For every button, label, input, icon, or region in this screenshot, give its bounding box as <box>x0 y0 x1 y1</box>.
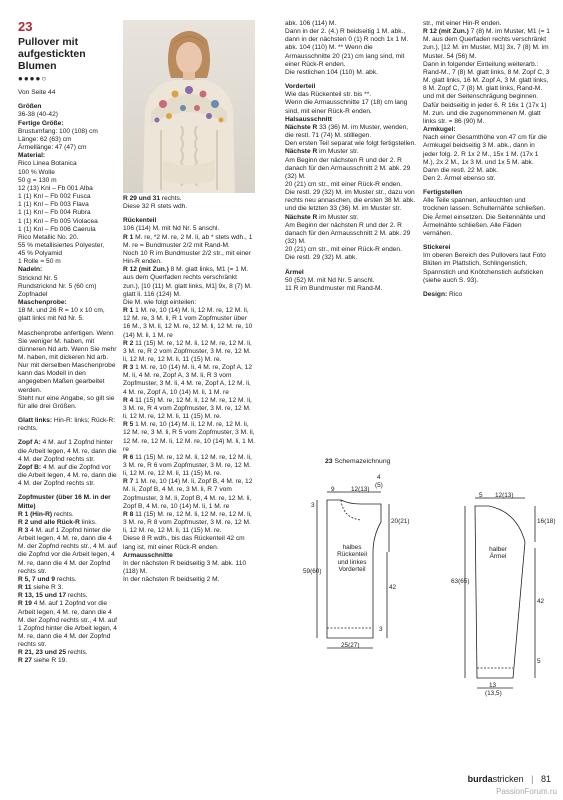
col1-paragraph: 18 M. und 26 R = 10 x 10 cm, glatt links mit Nd Nr. 5. <box>18 307 105 323</box>
col4-paragraph: Dann die restl. 22 M. abk. <box>423 166 499 174</box>
col4-paragraph: Den 2. Ärmel ebenso str. <box>423 174 496 182</box>
schema-title: 23 Schemazeichnung <box>325 458 391 465</box>
col3-paragraph: Halsausschnitt <box>285 115 332 123</box>
col2-paragraph: R 7 1 M. re, 10 (14) M. li, Zopf B, 4 M. re, 12 M. li, Zopf B, 4 M. re, 3 M. li, R 7 vom Zopfmuster, 3 M. li, Zopf B, 4 M. re, 12 M. li, Zopf B, 4 M. re, 10 (14) M. li, 1 M. re <box>123 478 253 510</box>
col3-paragraph: Vorderteil <box>285 83 316 91</box>
column-4 <box>423 20 551 299</box>
col1-paragraph: Nadeln: <box>18 266 43 274</box>
pattern-title: Pullover mit aufgestickten Blumen <box>18 36 86 72</box>
col3-paragraph: Dann in der 2. (4.) R beidseitig 1 M. abk., dann in der nächsten 0 (1) R noch 1x 1 M. abk. 104 (110) M. ** Wenn die Armausschnitte 20 (21) cm lang sind, mit einer Rück-R enden. <box>285 28 409 68</box>
col1-paragraph: 1 (1) Knl – Fb 002 Fusca <box>18 193 91 201</box>
col3-paragraph: Nächste R im Muster str. <box>285 148 359 156</box>
col4-paragraph: Alle Teile spannen, anfeuchten und trocknen lassen. Schulternähte schließen. Die Ärmel einsetzen. Die Seitennähte und Ärmelnähte schließen. Alle Fäden vernähen. <box>423 197 546 237</box>
col1-paragraph: Maschenprobe anfertigen. Wenn Sie weniger M. haben, mit dünneren Nd arb. Wenn Sie mehr M. haben, mit dickeren Nd arb. <box>18 329 117 361</box>
col1-paragraph: 1 (1) Knl – Fb 005 Violacea <box>18 217 98 225</box>
schema-labels: 9 12(13) 4 (5) 3 20(21) 59(60) 42 25(27) 3 halbes Rückenteil und linkes Vorderteil 5 12(13) 16(18) 63(65) 42 5 13 (13,5) halber Ärmel <box>303 474 556 697</box>
col1-paragraph: R 5, 7 und 9 rechts. <box>18 575 77 583</box>
brand-suffix: stricken <box>492 774 524 784</box>
col1-paragraph: R 1 (Hin-R) rechts. <box>18 510 74 518</box>
see-page-ref: Von Seite 44 <box>18 89 56 97</box>
col1-body <box>18 103 118 665</box>
col1-paragraph: 50 g = 130 m <box>18 176 57 184</box>
col3-paragraph: 11 R im Bundmuster mit Rand-M. <box>285 284 383 292</box>
col1-paragraph: R 11 siehe R 3. <box>18 584 64 592</box>
col1-paragraph: Maschenprobe: <box>18 299 67 307</box>
col4-body <box>423 20 551 299</box>
column-2 <box>123 195 255 584</box>
col1-paragraph: Nur mit derselben Maschenprobe kann das Modell in den angegeben Maßen gearbeitet werden. <box>18 362 116 394</box>
col1-paragraph: Zopfnadel <box>18 290 48 298</box>
col2-paragraph: Die M. wie folgt einteilen: <box>123 298 197 306</box>
col1-paragraph: Brustumfang: 100 (108) cm <box>18 127 98 135</box>
col1-paragraph: 55 % metallisiertes Polyester, <box>18 241 105 249</box>
col1-paragraph: Steht nur eine Angabe, so gilt sie für alle drei Größen. <box>18 394 115 410</box>
col3-paragraph: Ärmel <box>285 268 304 276</box>
col2-paragraph: R 8 11 (15) M. re, 12 M. li, 12 M. re, 12 M. li, 3 M. re, R 8 vom Zopfmuster, 3 M. re, 12 M. li, 12 M. re, 12 M. li, 11 (15) M. re. <box>123 510 252 535</box>
pattern-number: 23 <box>18 19 33 34</box>
col3-paragraph: Am Beginn der nächsten R und der 2. R danach für den Armausschnitt 2 M. abk. 29 (32) M. <box>285 156 411 180</box>
col3-paragraph: 20 (21) cm str., mit einer Rück-R enden. <box>285 180 402 188</box>
brand-name: burda <box>467 774 493 784</box>
col3-paragraph: Den ersten Teil separat wie folgt fertigstellen. <box>285 140 417 148</box>
col1-paragraph: R 2 und alle Rück-R links. <box>18 518 97 526</box>
col2-paragraph: R 2 11 (15) M. re, 12 M. li, 12 M. re, 12 M. li, 3 M. re, R 2 vom Zopfmuster, 3 M. re, 12 M. li, 12 M. re, 12 M. li, 11 (15) M. re. <box>123 339 252 363</box>
col1-paragraph: 1 (1) Knl – Fb 006 Caerula <box>18 225 96 233</box>
col3-paragraph: Wenn die Armausschnitte 17 (18) cm lang sind, mit einer Rück-R enden. <box>285 99 408 115</box>
page-number: 81 <box>540 774 551 784</box>
col2-paragraph: R 29 und 31 rechts. <box>123 195 182 202</box>
col1-paragraph: 36-38 (40-42) <box>18 111 58 119</box>
col1-paragraph: 100 % Wolle <box>18 168 55 176</box>
col1-paragraph: Zopf B: 4 M. auf die Zopfnd vor die Arbeit legen, 4 M. re, dann die 4 M. der Zopfnd rechts str. <box>18 463 117 488</box>
col3-paragraph: abk. 106 (114) M. <box>285 20 337 27</box>
col4-paragraph: R 12 (mit Zun.) 7 (8) M. im Muster, M1 (= 1 M. aus dem Querfaden rechts verschränkt zun.), [12 M. im Muster, M1] 3x, 7 (8) M. im Muster. 54 (56) M. <box>423 28 550 60</box>
schematic-drawing <box>285 458 556 758</box>
col2-paragraph: R 1 1 M. re, 10 (14) M. li, 12 M. re, 12 M. li, 12 M. re, 3 M. li, R 1 vom Zopfmuster über 16 M., 3 M. li, 12 M. re, 12 M. li, 12 M. re, 10 (14) M. li, 1 M. re <box>123 307 253 339</box>
col1-paragraph: R 21, 23 und 25 rechts. <box>18 649 88 657</box>
col1-paragraph: R 27 siehe R 19. <box>18 657 68 665</box>
col4-paragraph: Dann in folgender Einteilung weiterarb.: Rand-M., 7 (8) M. glatt links, 8 M. Zopf C, 3 M. glatt links, 16 M. Zopf A, 3 M. glatt links, 8 M. Zopf C, 7 (8) M. glatt links, Rand-M. und mit der Seitenschrägung beginnen. Dafür beidseitig in jeder 6. R 16x 1 (17x 1) M. zun. und die zugenommenen M. glatt links str. = 86 (90) M. <box>423 60 550 125</box>
col3-paragraph: Nächste R im Muster str. <box>285 213 359 221</box>
column-3 <box>285 20 418 293</box>
col2-paragraph: R 1 M. re, *2 M. re, 2 M. li, ab * stets wdh., 1 M. re = Bundmuster 2/2 mit Rand-M. <box>123 233 253 249</box>
col3-paragraph: 20 (21) cm str., mit einer Rück-R enden. <box>285 246 402 254</box>
col1-paragraph: Größen <box>18 103 42 111</box>
col1-paragraph: Stricknd Nr. 5 <box>18 274 58 282</box>
col1-paragraph: Material: <box>18 152 46 160</box>
col1-paragraph: 12 (13) Knl – Fb 001 Alba <box>18 184 93 192</box>
col4-paragraph: Armkugel: <box>423 126 456 134</box>
col3-paragraph: Nächste R 33 (36) M. im Muster, wenden, die restl. 71 (74) M. stilllegen. <box>285 123 409 140</box>
col2-paragraph: Noch 10 R im Bundmuster 2/2 str., mit einer Hin-R enden. <box>123 249 251 266</box>
col1-paragraph: 1 (1) Knl – Fb 003 Flava <box>18 201 89 209</box>
col1-paragraph: Ärmellänge: 47 (47) cm <box>18 144 87 152</box>
col1-paragraph: Fertige Größe: <box>18 119 64 127</box>
col3-body <box>285 20 418 293</box>
col1-paragraph: Rico Metallic No. 20. <box>18 233 79 241</box>
watermark: PassionForum.ru <box>496 787 557 796</box>
col2-paragraph: Diese 8 R wdh., bis das Rückenteil 42 cm lang ist, mit einer Rück-R enden. <box>123 535 245 551</box>
column-1 <box>18 20 118 666</box>
col4-paragraph: Fertigstellen <box>423 189 463 197</box>
col3-paragraph: 50 (52) M. mit Nd Nr. 5 anschl. <box>285 276 375 284</box>
col3-paragraph: Am Beginn der nächsten R und der 2. R danach für den Armausschnitt 2 M. abk. 29 (32) M. <box>285 221 411 246</box>
col2-paragraph: R 6 11 (15) M. re, 12 M. li, 12 M. re, 12 M. li, 3 M. re, R 6 vom Zopfmuster, 3 M. re, 12 M. li, 12 M. re, 12 M. li, 11 (15) M. re. <box>123 453 252 478</box>
col4-paragraph: Nach einer Gesamthöhe von 47 cm für die Armkugel beidseitig 3 M. abk., dann in jeder folg. 2. R 1x 2 M., 15x 1 M. (17x 1 M.), 2x 2 M., 1x 3 M. und 1x 5 M. abk. <box>423 134 547 166</box>
col2-paragraph: Rückenteil <box>123 217 157 225</box>
col1-paragraph: Rico Linea Botanica <box>18 160 77 168</box>
col2-paragraph: In der nächsten R beidseitig 2 M. <box>123 576 220 584</box>
col3-paragraph: Die restl. 29 (32) M. im Muster str., dazu von rechts neu annaschen, die ersten 38 M. abk. und die letzten 33 (36) M. im Muster str. <box>285 189 416 213</box>
col2-paragraph: In der nächsten R beidseitig 3 M. abk. 110 (118) M. <box>123 559 247 576</box>
col1-paragraph: 1 Rolle = 50 m <box>18 258 61 266</box>
body-piece-label: halbes Rückenteil und linkes Vorderteil <box>337 544 367 574</box>
difficulty-rating: ●●●●○ <box>18 74 48 83</box>
col3-paragraph: Die restl. 29 (32) M. abk. <box>285 254 358 262</box>
col4-paragraph: Design: Rico <box>423 290 463 298</box>
model-photo <box>123 20 255 193</box>
col2-body <box>123 195 255 584</box>
col3-paragraph: Die restlichen 104 (110) M. abk. <box>285 68 378 76</box>
page-footer: burdastricken | 81 <box>467 774 551 784</box>
col2-paragraph: R 5 1 M. re, 10 (14) M. li, 12 M. re, 12 M. li, 12 M. re, 3 M. li, R 5 vom Zopfmuster, 3 M. li, 12 M. re, 12 M. li, 12 M. re, 10 (14) M. li, 1 M. re <box>123 421 255 453</box>
col1-paragraph: 1 (1) Knl – Fb 004 Rubra <box>18 209 91 217</box>
col1-paragraph: 45 % Polyamid <box>18 250 62 258</box>
col3-paragraph: Wie das Rückenteil str. bis **. <box>285 91 372 99</box>
col2-paragraph: 106 (114) M. mit Nd Nr. 5 anschl. <box>123 225 220 233</box>
photo-illustration <box>123 20 255 193</box>
col1-paragraph: R 13, 15 und 17 rechts. <box>18 592 88 600</box>
col4-paragraph: str., mit einer Hin-R enden. <box>423 20 502 27</box>
col2-paragraph: R 3 1 M. re, 10 (14) M. li, 4 M. re, Zopf A, 12 M. li, 4 M. re, Zopf A, 3 M. li, R 3 vom Zopfmuster, 3 M. li, 4 M. re, Zopf A, 12 M. li, 4 M. re, Zopf A, 10 (14) M. li, 1 M. re <box>123 364 252 396</box>
col4-paragraph: Stickerei <box>423 244 451 252</box>
col1-paragraph: Zopf A: 4 M. auf 1 Zopfnd hinter die Arbeit legen, 4 M. re, dann die 4 M. der Zopfnd rechts str. <box>18 439 117 463</box>
col1-paragraph: Länge: 62 (63) cm <box>18 135 72 143</box>
col1-paragraph: R 19 4 M. auf 1 Zopfnd vor die Arbeit legen, 4 M. re, dann die 4 M. der Zopfnd rechts str., 4 M. auf 1 Zopfnd hinter die Arbeit legen, 4 M. re, dann die 4 M. der Zopfnd rechts str. <box>18 600 117 649</box>
col1-paragraph: Zopfmuster (über 16 M. in der Mitte) <box>18 494 111 510</box>
col1-paragraph: R 3 4 M. auf 1 Zopfnd hinter die Arbeit legen, 4 M. re, dann die 4 M. der Zopfnd rechts str., 4 M. auf die Zopfnd vor die Arbeit legen, 4 M. re, dann die 4 M. der Zopfnd rechts str. <box>18 526 117 575</box>
col2-paragraph: Diese 32 R stets wdh. <box>123 203 188 211</box>
col1-paragraph: Glatt links: Hin-R: links; Rück-R: rechts. <box>18 417 116 433</box>
col1-paragraph: Rundstricknd Nr. 5 (60 cm) <box>18 282 97 290</box>
col2-paragraph: Armausschnitte <box>123 551 173 559</box>
col2-paragraph: R 12 (mit Zun.) 8 M. glatt links, M1 (= 1 M. aus dem Querfaden rechts verschränkt zun.), [10 (11) M. glatt links, M1] 9x, 8 (7) M. glatt li. 116 (124) M. <box>123 266 252 298</box>
col4-paragraph: Im oberen Bereich des Pullovers laut Foto Blüten im Plattstich, Schlingenstich, Spannstich und Knötchenstich aufsticken (siehe auch S. 93). <box>423 252 546 284</box>
col2-paragraph: R 4 11 (15) M. re, 12 M. li, 12 M. re, 12 M. li, 3 M. re, R 4 vom Zopfmuster, 3 M. re, 12 M. li, 12 M. re, 12 M. li, 11 (15) M. re. <box>123 396 252 421</box>
sleeve-piece-label: halber Ärmel <box>489 546 507 561</box>
